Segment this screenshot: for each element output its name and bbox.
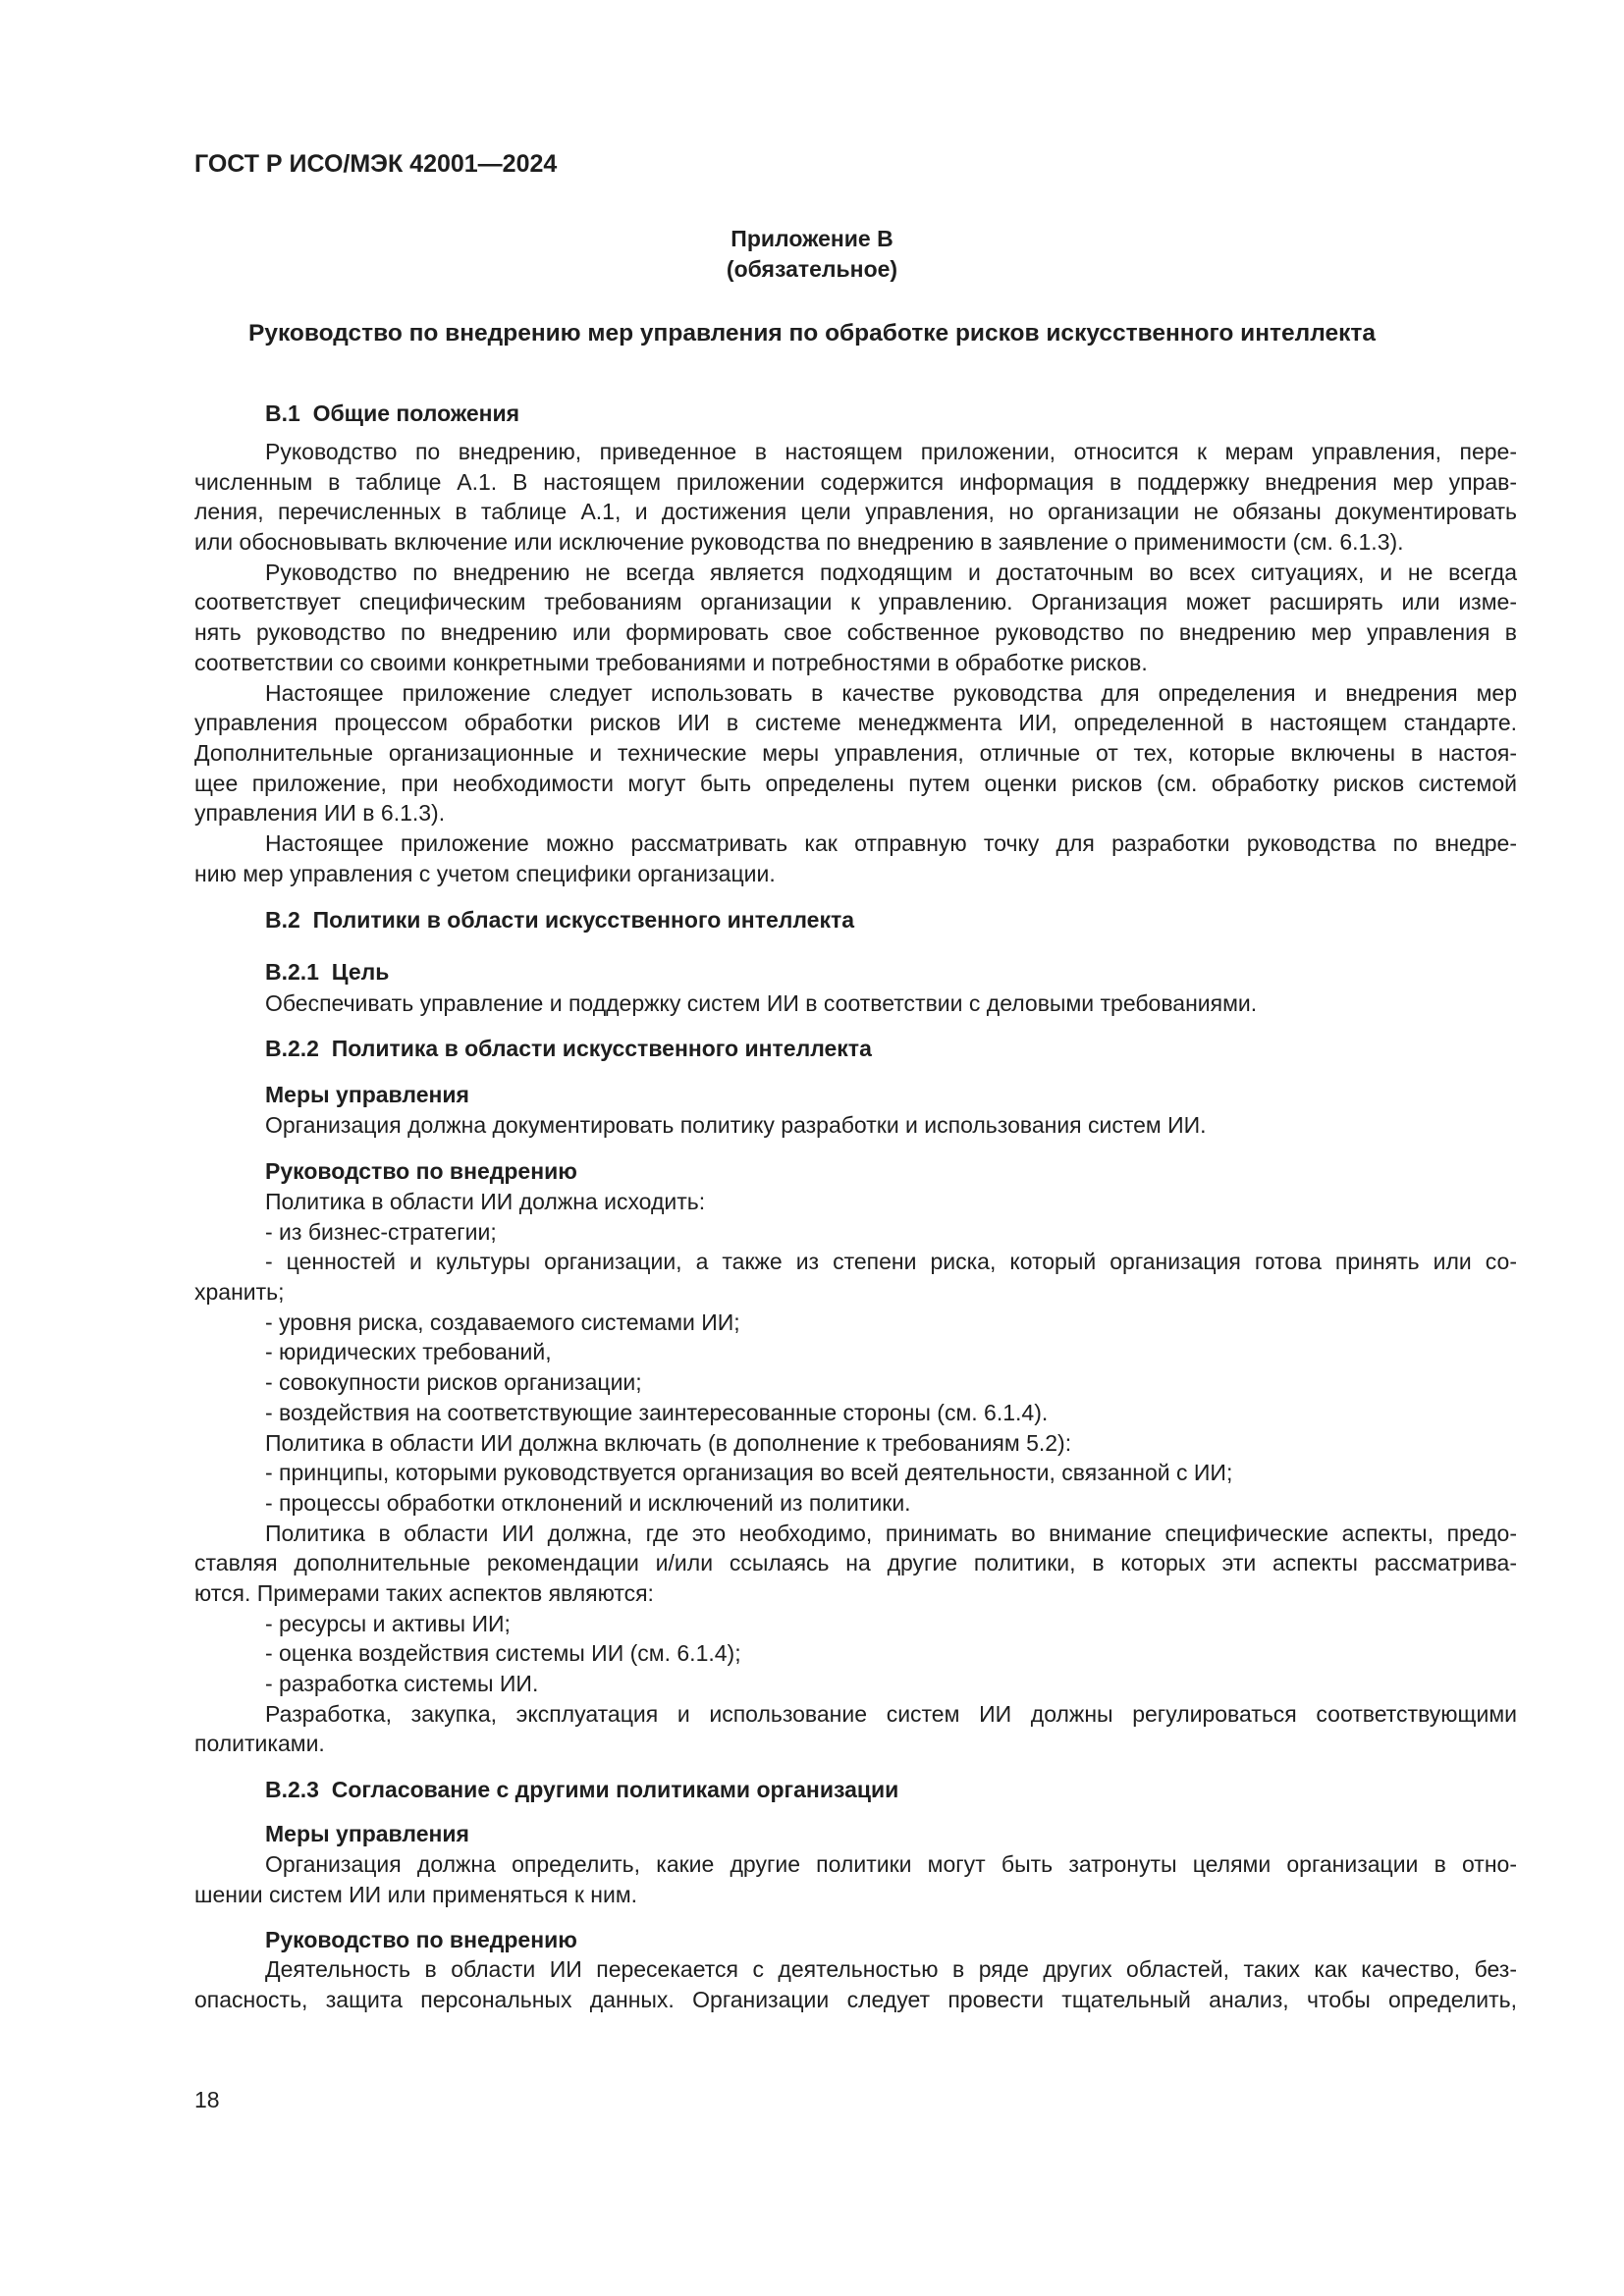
paragraph-line: Дополнительные организационные и технические меры управления, отличные от тех, которые включены в настоя- (194, 739, 1517, 766)
paragraph-line: Политика в области ИИ должна включать (в дополнение к требованиям 5.2): (265, 1429, 1072, 1456)
paragraph-line: Настоящее приложение следует использовать в качестве руководства для определения и внедрения мер (265, 679, 1517, 706)
paragraph-line: или обосновывать включение или исключение руководства по внедрению в заявление о применимости (см. 6.1.3). (194, 529, 1404, 556)
paragraph-line: нию мер управления с учетом специфики организации. (194, 860, 776, 886)
paragraph-line: управления ИИ в 6.1.3). (194, 800, 446, 827)
paragraph-line: хранить; (194, 1279, 285, 1306)
paragraph-line: опасность, защита персональных данных. Организации следует провести тщательный анализ, чтобы определить, (194, 1986, 1517, 2012)
paragraph-line: щее приложение, при необходимости могут быть определены путем оценки рисков (см. обработку рисков системой (194, 770, 1517, 796)
appendix-status: (обязательное) (726, 256, 898, 282)
text-block (194, 437, 1517, 888)
text-block (194, 1849, 1517, 1909)
list-item-line: - юридических требований, (265, 1339, 552, 1365)
list-item-line: - из бизнес-стратегии; (265, 1218, 497, 1245)
section-heading: В.2 Политики в области искусственного интеллекта (265, 907, 855, 933)
paragraph-line: Деятельность в области ИИ пересекается с деятельностью в ряде других областей, таких как качество, без- (265, 1956, 1517, 1982)
paragraph-line: нять руководство по внедрению или формировать свое собственное руководство по внедрению мер управления в (194, 619, 1517, 646)
section-heading: В.2.3 Согласование с другими политиками организации (265, 1777, 899, 1802)
paragraph-line: ления, перечисленных в таблице А.1, и достижения цели управления, но организации не обязаны документировать (194, 499, 1517, 525)
paragraph-line: ются. Примерами таких аспектов являются: (194, 1579, 654, 1606)
paragraph-line: Настоящее приложение можно рассматривать как отправную точку для разработки руководства по внедре- (265, 829, 1517, 856)
list-item-line: - оценка воздействия системы ИИ (см. 6.1.4); (265, 1640, 741, 1667)
paragraph-line: Обеспечивать управление и поддержку систем ИИ в соответствии с деловыми требованиями. (265, 990, 1258, 1016)
paragraph-line: Организация должна документировать политику разработки и использования систем ИИ. (265, 1112, 1207, 1138)
paragraph-line: Руководство по внедрению, приведенное в настоящем приложении, относится к мерам управления, пере- (265, 439, 1517, 464)
list-item-line: - уровня риска, создаваемого системами ИИ; (265, 1308, 740, 1335)
main-title: Руководство по внедрению мер управления по обработке рисков искусственного интеллекта (248, 320, 1376, 347)
paragraph-line: соответствии со своими конкретными требованиями и потребностями в обработке рисков. (194, 649, 1148, 675)
paragraph-line: политиками. (194, 1731, 325, 1757)
paragraph-line: Политика в области ИИ должна, где это необходимо, принимать во внимание специфические аспекты, предо- (265, 1520, 1517, 1546)
list-item-line: - совокупности рисков организации; (265, 1369, 642, 1396)
appendix-title: Приложение В (731, 226, 893, 251)
list-item-line: - ценностей и культуры организации, а также из степени риска, который организация готова принять или со- (265, 1249, 1517, 1275)
text-block (194, 1110, 1517, 1141)
page-number: 18 (194, 2087, 220, 2112)
section-heading: Руководство по внедрению (265, 1927, 577, 1952)
list-item-line: - разработка системы ИИ. (265, 1671, 539, 1696)
paragraph-line: ставляя дополнительные рекомендации и/или ссылаясь на другие политики, в которых эти аспекты рассматрива- (194, 1550, 1517, 1576)
paragraph-line: управления процессом обработки рисков ИИ в системе менеджмента ИИ, определенной в настоящем стандарте. (194, 710, 1517, 736)
paragraph-line: шении систем ИИ или применяться к ним. (194, 1881, 638, 1907)
paragraph-line: соответствует специфическим требованиям организации к управлению. Организация может расширять или изме- (194, 589, 1517, 615)
list-item-line: - воздействия на соответствующие заинтересованные стороны (см. 6.1.4). (265, 1399, 1049, 1425)
text-block (194, 988, 1517, 1019)
section-heading: Меры управления (265, 1821, 469, 1846)
paragraph-line: Политика в области ИИ должна исходить: (265, 1189, 706, 1214)
text-block (194, 1187, 1517, 1759)
paragraph-line: Организация должна определить, какие другие политики могут быть затронуты целями организации в отно- (265, 1851, 1517, 1877)
list-item-line: - ресурсы и активы ИИ; (265, 1610, 511, 1636)
list-item-line: - процессы обработки отклонений и исключений из политики. (265, 1489, 911, 1516)
section-heading: В.2.2 Политика в области искусственного интеллекта (265, 1036, 872, 1061)
text-block (194, 1954, 1517, 2014)
section-heading: Меры управления (265, 1082, 469, 1107)
list-item-line: - принципы, которыми руководствуется организация во всей деятельности, связанной с ИИ; (265, 1460, 1233, 1486)
paragraph-line: численным в таблице А.1. В настоящем приложении содержится информация в поддержку внедрения мер управ- (194, 468, 1517, 495)
section-heading: В.1 Общие положения (265, 400, 520, 426)
paragraph-line: Руководство по внедрению не всегда является подходящим и достаточным во всех ситуациях, и не всегда (265, 559, 1517, 585)
section-heading: В.2.1 Цель (265, 959, 390, 985)
section-heading: Руководство по внедрению (265, 1158, 577, 1184)
document-code-header: ГОСТ Р ИСО/МЭК 42001—2024 (194, 150, 558, 178)
paragraph-line: Разработка, закупка, эксплуатация и использование систем ИИ должны регулироваться соответствующими (265, 1700, 1517, 1727)
